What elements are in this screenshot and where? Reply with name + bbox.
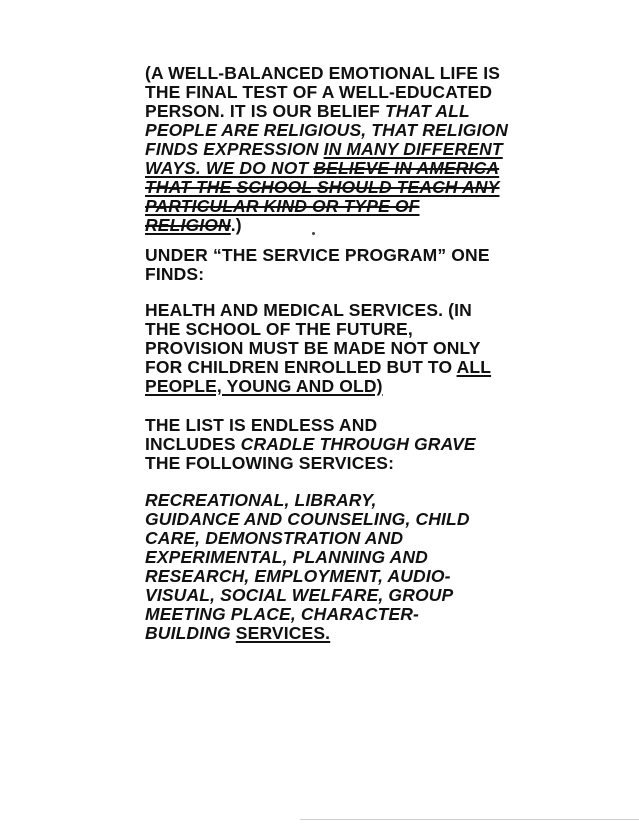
italic-run: FINDS EXPRESSION xyxy=(145,139,324,159)
services-list xyxy=(145,491,585,643)
text-line: VISUAL, SOCIAL WELFARE, GROUP xyxy=(145,585,454,605)
struck-run: RELIGION xyxy=(145,215,231,235)
text-line: PEOPLE ARE RELIGIOUS, THAT RELIGION xyxy=(145,120,509,140)
text-line: (A WELL-BALANCED EMOTIONAL LIFE IS xyxy=(145,63,501,83)
text-line: MEETING PLACE, CHARACTER- xyxy=(145,604,420,624)
text-line: PROVISION MUST BE MADE NOT ONLY xyxy=(145,338,481,358)
struck-run: BELIEVE IN AMERICA xyxy=(313,158,500,178)
text-run: INCLUDES xyxy=(145,434,241,454)
text-line xyxy=(145,624,585,643)
text-run: FOR CHILDREN ENROLLED BUT TO xyxy=(145,357,457,377)
italic-run: BUILDING xyxy=(145,623,236,643)
health-paragraph xyxy=(145,301,585,396)
stray-mark xyxy=(312,232,315,235)
text-line: UNDER “THE SERVICE PROGRAM” ONE xyxy=(145,245,490,265)
text-line: RESEARCH, EMPLOYMENT, AUDIO- xyxy=(145,566,451,586)
text-line xyxy=(145,159,585,178)
text-line: THE FINAL TEST OF A WELL-EDUCATED xyxy=(145,82,493,102)
underlined-run: ALL xyxy=(456,357,492,377)
underlined-run: WAYS. WE DO NOT xyxy=(145,158,314,178)
scan-edge-line xyxy=(300,819,639,820)
text-line: THE SCHOOL OF THE FUTURE, xyxy=(145,319,413,339)
text-line: EXPERIMENTAL, PLANNING AND xyxy=(145,547,428,567)
struck-line: THAT THE SCHOOL SHOULD TEACH ANY xyxy=(145,177,500,197)
text-line: FINDS: xyxy=(145,264,205,284)
text-line: THE FOLLOWING SERVICES: xyxy=(145,453,395,473)
underlined-run: IN MANY DIFFERENT xyxy=(323,139,503,159)
text-line xyxy=(145,216,585,235)
text-run: .) xyxy=(230,215,242,235)
text-line xyxy=(145,435,585,454)
text-line: HEALTH AND MEDICAL SERVICES. (IN xyxy=(145,300,472,320)
text-line: RECREATIONAL, LIBRARY, xyxy=(145,490,377,510)
text-line: CARE, DEMONSTRATION AND xyxy=(145,528,404,548)
text-run: PERSON. IT IS OUR BELIEF xyxy=(145,101,386,121)
list-intro-paragraph xyxy=(145,416,585,473)
text-line: THE LIST IS ENDLESS AND xyxy=(145,415,378,435)
underlined-run: SERVICES. xyxy=(235,623,331,643)
text-line xyxy=(145,358,585,377)
text-line: GUIDANCE AND COUNSELING, CHILD xyxy=(145,509,470,529)
belief-paragraph xyxy=(145,64,585,235)
italic-run: THAT ALL xyxy=(385,101,470,121)
underlined-line: PEOPLE, YOUNG AND OLD) xyxy=(145,376,383,396)
text-line xyxy=(145,102,585,121)
service-program-heading xyxy=(145,246,585,284)
text-line xyxy=(145,140,585,159)
struck-line: PARTICULAR KIND OR TYPE OF xyxy=(145,196,420,216)
italic-run: CRADLE THROUGH GRAVE xyxy=(240,434,476,454)
